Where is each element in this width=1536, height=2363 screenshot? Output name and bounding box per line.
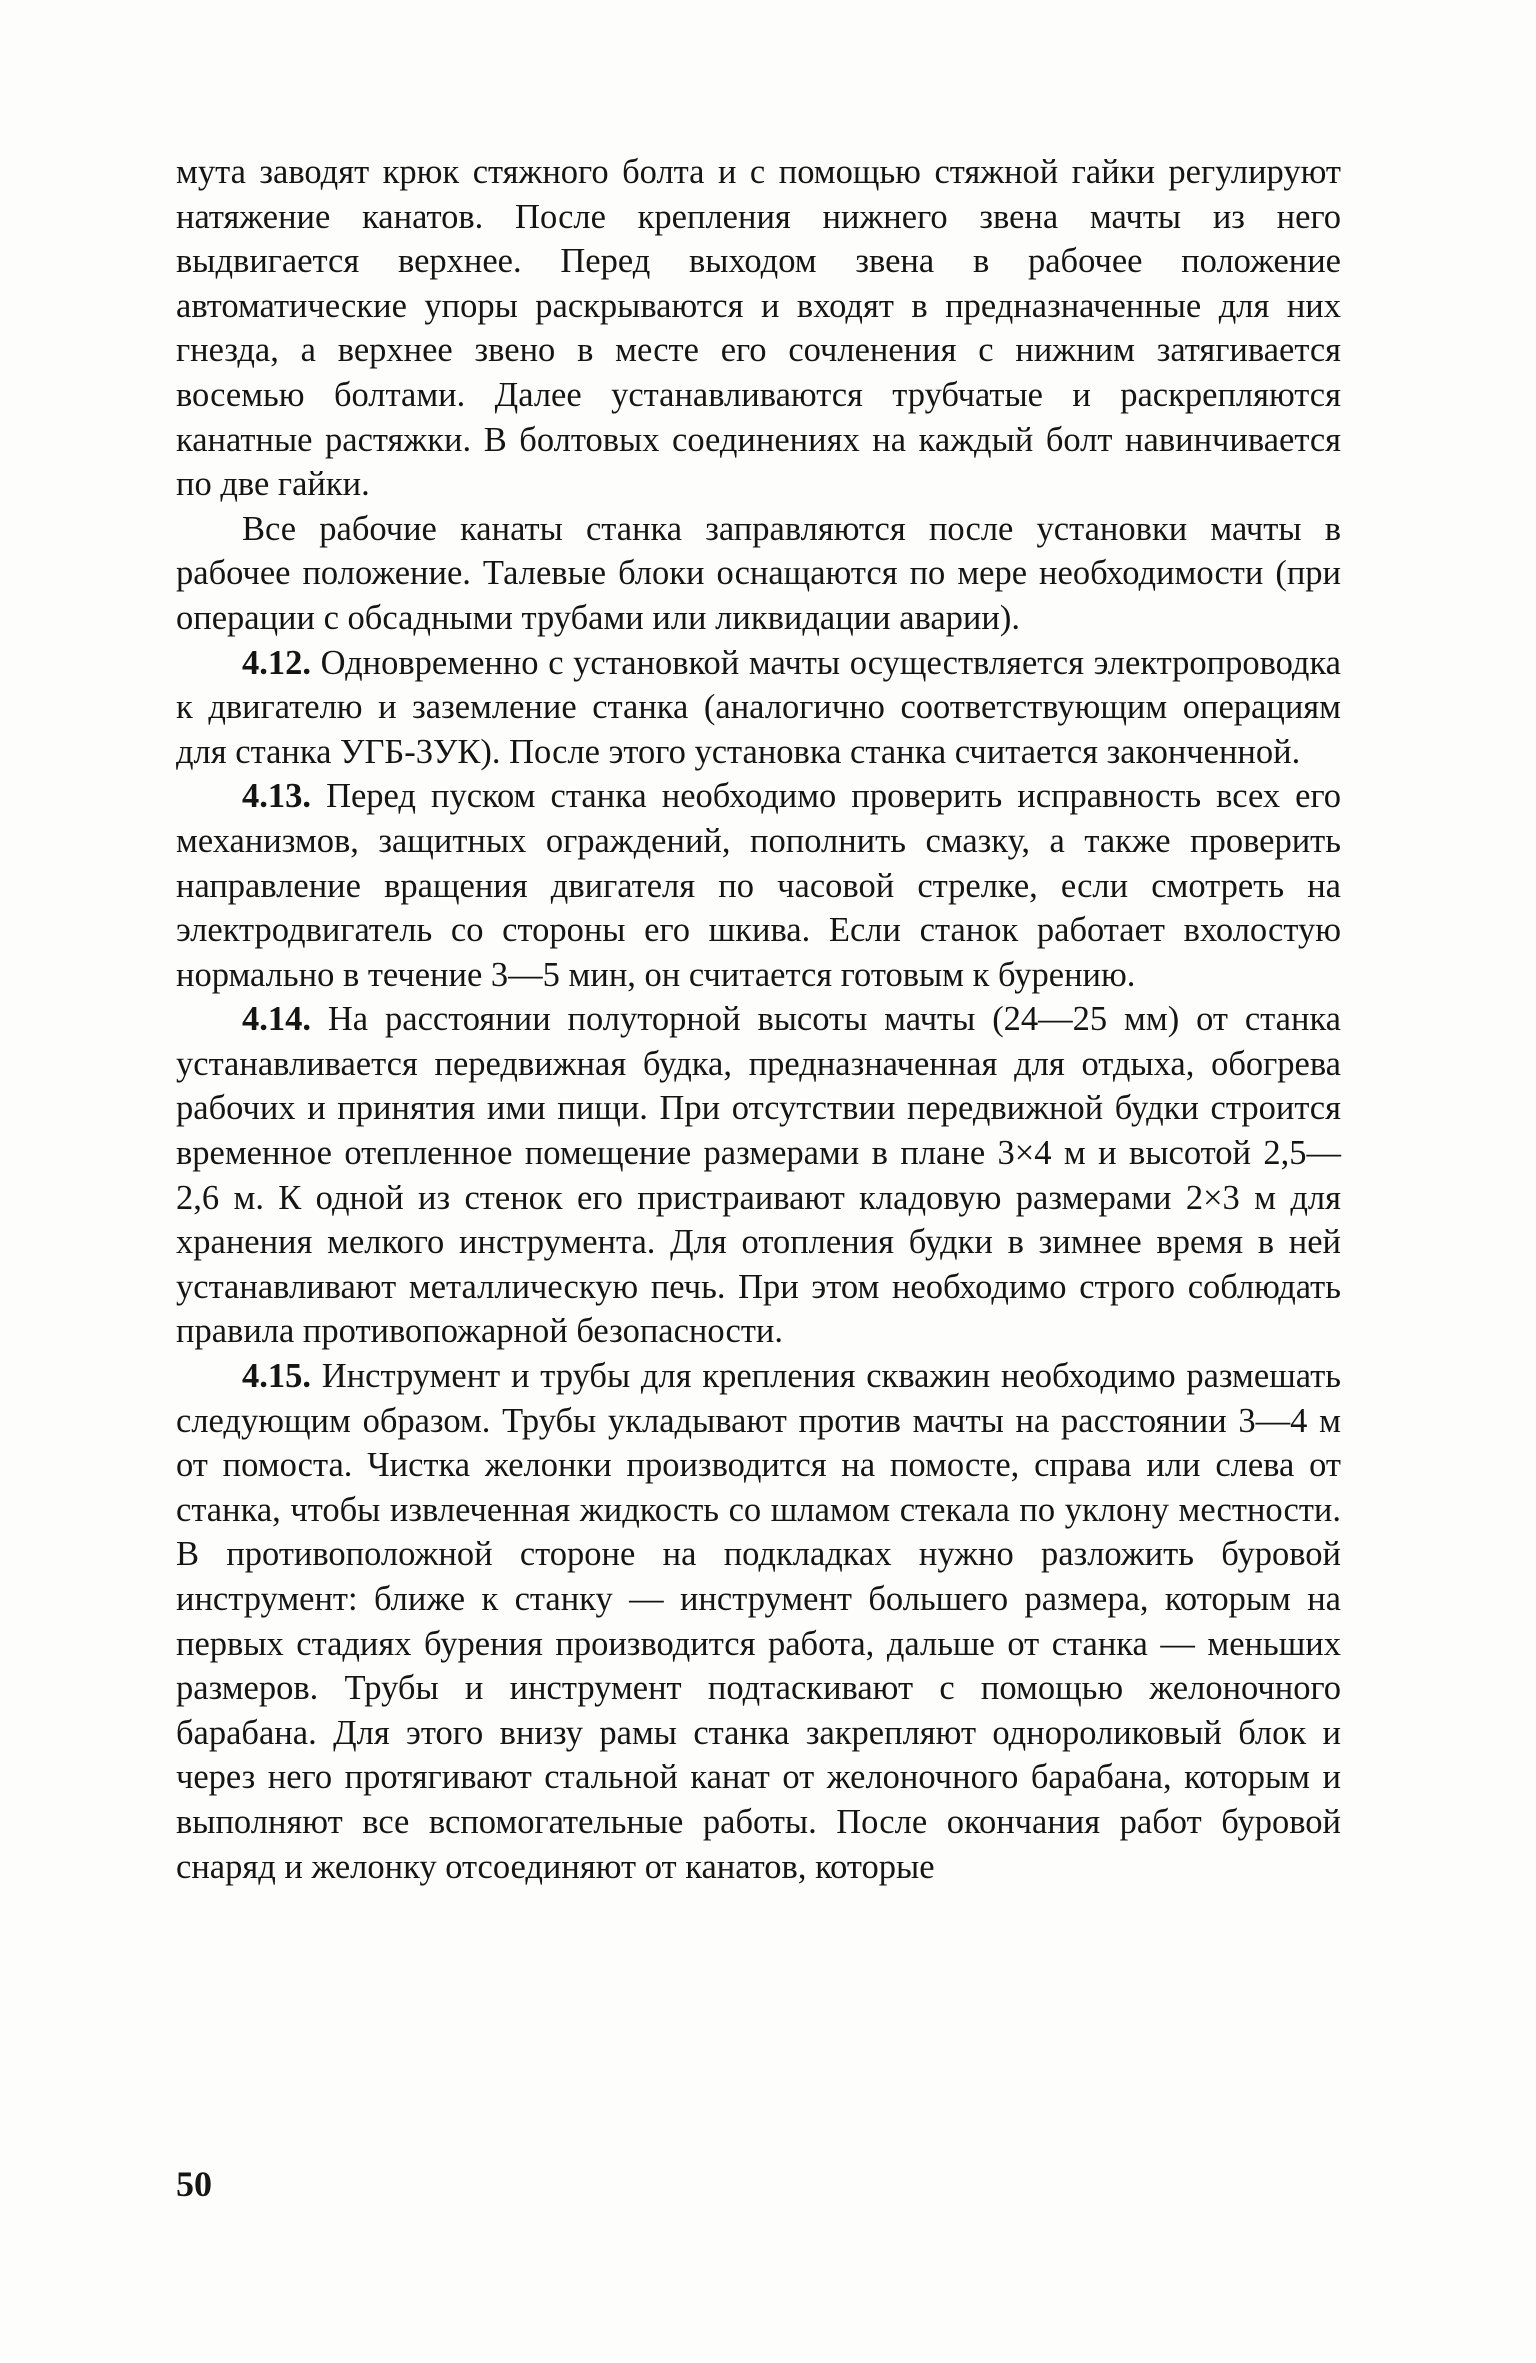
paragraph-text: Инструмент и трубы для крепления скважин необходимо размешать следующим образом. Трубы укладывают против мачты на расстоянии 3—4 м от помоста. Чистка желонки производится на помосте, справа или слева от станка, чтобы извлеченная жидкость со шламом стекала по уклону местности. В противоположной стороне на подкладках нужно разложить буровой инструмент: ближе к станку — инструмент большего размера, которым на первых стадиях бурения производится работа, дальше от станка — меньших размеров. Трубы и инструмент подтаскивают с помощью желоночного барабана. Для этого внизу рамы станка закрепляют однороликовый блок и через него протягивают стальной канат от желоночного барабана, которым и выполняют все вспомогательные работы. После окончания работ буровой снаряд и желонку отсоединяют от канатов, которые bbox=[176, 1357, 1341, 1886]
body-text bbox=[176, 150, 1341, 1889]
paragraph-number: 4.15. bbox=[242, 1357, 311, 1396]
paragraph-4-14 bbox=[176, 997, 1341, 1354]
paragraph-text: Все рабочие канаты станка заправляются после установки мачты в рабочее положение. Талевые блоки оснащаются по мере необходимости (при операции с обсадными трубами или ликвидации аварии). bbox=[176, 509, 1341, 637]
paragraph-4-15 bbox=[176, 1354, 1341, 1889]
paragraph-ropes bbox=[176, 507, 1341, 641]
paragraph-4-13 bbox=[176, 774, 1341, 997]
page-number: 50 bbox=[176, 2164, 212, 2204]
paragraph-continuation bbox=[176, 150, 1341, 507]
paragraph-number: 4.13. bbox=[242, 777, 311, 816]
paragraph-text: На расстоянии полуторной высоты мачты (24—25 мм) от станка устанавливается передвижная будка, предназначенная для отдыха, обогрева рабочих и принятия ими пищи. При отсутствии передвижной будки строится временное отепленное помещение размерами в плане 3×4 м и высотой 2,5—2,6 м. К одной из стенок его пристраивают кладовую размерами 2×3 м для хранения мелкого инструмента. Для отопления будки в зимнее время в ней устанавливают металлическую печь. При этом необходимо строго соблюдать правила противопожарной безопасности. bbox=[176, 1000, 1341, 1351]
paragraph-4-12 bbox=[176, 641, 1341, 775]
paragraph-text: Одновременно с установкой мачты осуществляется электропроводка к двигателю и заземление станка (аналогично соответствующим операциям для станка УГБ-3УК). После этого установка станка считается законченной. bbox=[176, 643, 1341, 771]
paragraph-number: 4.12. bbox=[242, 643, 311, 682]
paragraph-number: 4.14. bbox=[242, 1000, 311, 1039]
paragraph-text: мута заводят крюк стяжного болта и с помощью стяжной гайки регулируют натяжение канатов. После крепления нижнего звена мачты из него выдвигается верхнее. Перед выходом звена в рабочее положение автоматические упоры раскрываются и входят в предназначенные для них гнезда, а верхнее звено в месте его сочленения с нижним затягивается восемью болтами. Далее устанавливаются трубчатые и раскрепляются канатные растяжки. В болтовых соединениях на каждый болт навинчивается по две гайки. bbox=[176, 153, 1341, 504]
paragraph-text: Перед пуском станка необходимо проверить исправность всех его механизмов, защитных ограждений, пополнить смазку, а также проверить направление вращения двигателя по часовой стрелке, если смотреть на электродвигатель со стороны его шкива. Если станок работает вхолостую нормально в течение 3—5 мин, он считается готовым к бурению. bbox=[176, 777, 1341, 994]
